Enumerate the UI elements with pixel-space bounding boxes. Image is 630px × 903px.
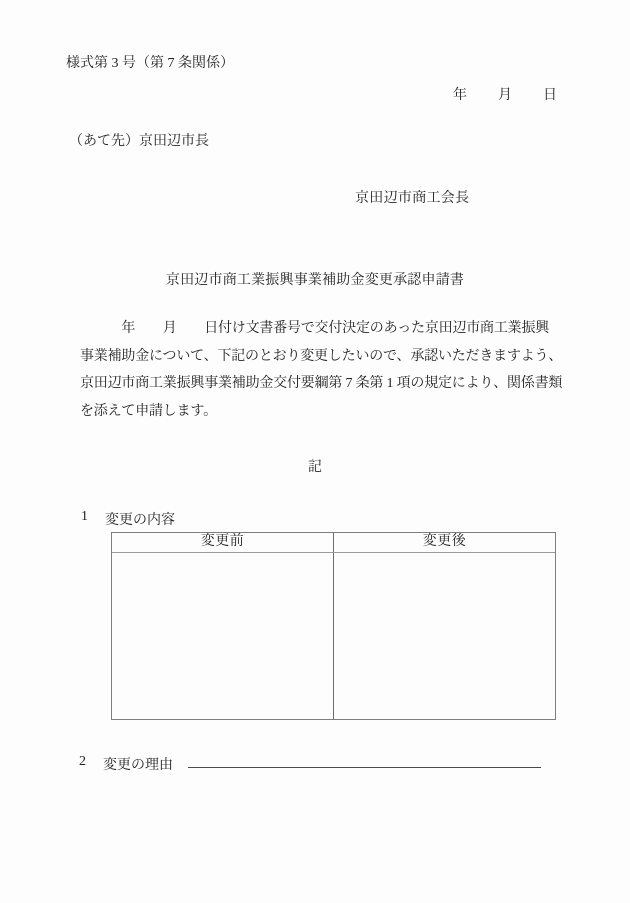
document-title: 京田辺市商工業振興事業補助金変更承認申請書 <box>165 273 465 288</box>
section-2-number: 2 <box>79 754 86 769</box>
table-body-row <box>112 553 555 719</box>
body-paragraph <box>80 315 566 425</box>
column-header-before-change: 変更前 <box>112 533 334 552</box>
body-line: 事業補助金について、下記のとおり変更したいので、承認いただきますよう、 <box>80 348 563 364</box>
addressee-line: （あて先）京田辺市長 <box>69 134 209 149</box>
section-2-heading <box>79 754 173 774</box>
change-content-table <box>111 532 556 720</box>
body-line: 京田辺市商工業振興事業補助金交付要綱第 7 条第 1 項の規定により、関係書類 <box>80 376 563 391</box>
section-1-label: 変更の内容 <box>105 513 175 528</box>
body-line: を添えて申請します。 <box>80 403 217 419</box>
date-blank-line: 年 月 日 <box>453 88 558 103</box>
section-1-number: 1 <box>81 509 88 524</box>
body-line: 年 月 日付け文書番号で交付決定のあった京田辺市商工業振興 <box>80 321 550 336</box>
cell-after-change <box>334 553 555 719</box>
reason-blank-underline <box>188 767 541 768</box>
section-2-label: 変更の理由 <box>103 758 173 773</box>
section-1-heading <box>81 509 175 529</box>
form-number-label: 様式第 3 号（第 7 条関係） <box>66 56 234 71</box>
note-heading: 記 <box>308 460 322 475</box>
column-header-after-change: 変更後 <box>422 534 467 549</box>
table-header-row <box>112 533 555 553</box>
sender-line: 京田辺市商工会長 <box>355 191 470 206</box>
cell-before-change <box>112 553 334 719</box>
